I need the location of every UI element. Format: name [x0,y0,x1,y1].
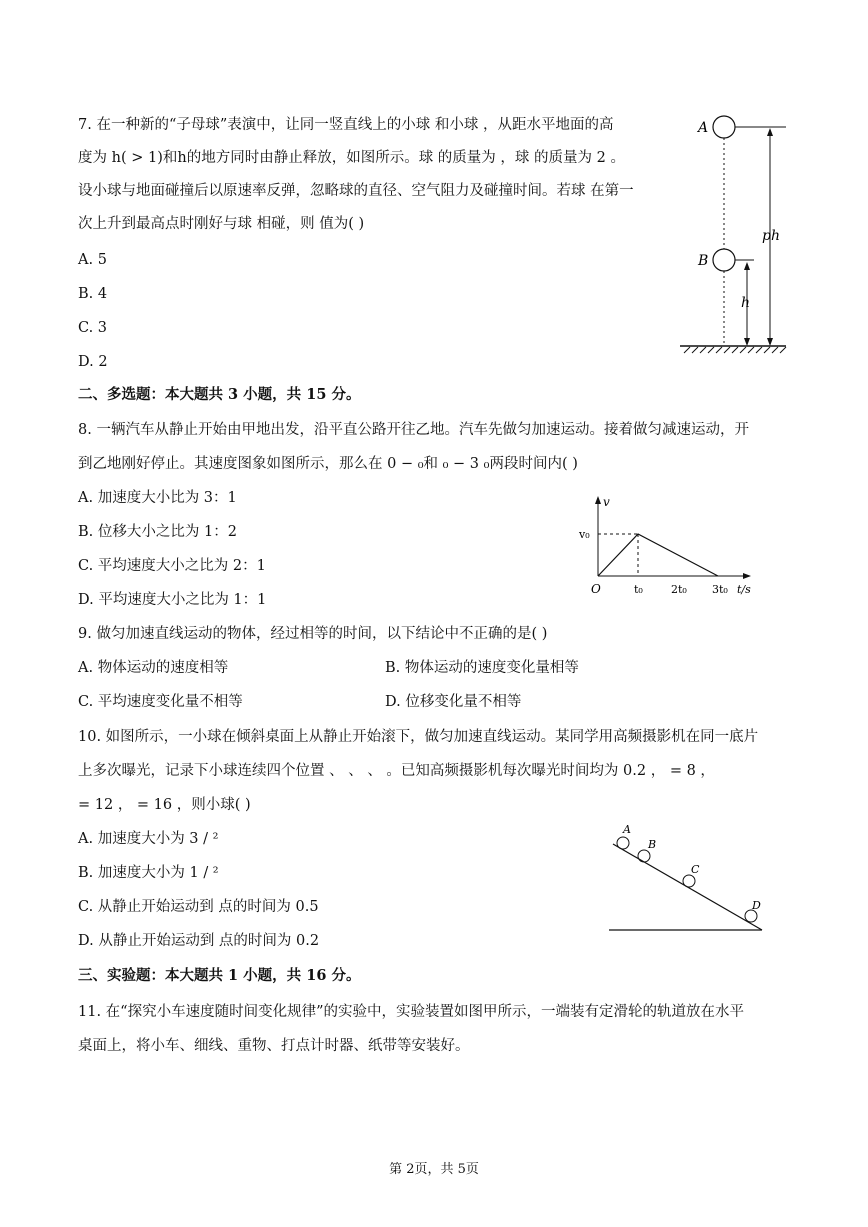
q10-text-line2: 上多次曝光，记录下小球连续四个位置 、 、 、 。已知高频摄影机每次曝光时间均为 0.2 ， = 8 ， [78,763,715,779]
ball-position-b [638,850,650,862]
q7-option-c: C. 3 [78,320,108,336]
q11-text-line2: 桌面上，将小车、细线、重物、打点计时器、纸带等安装好。 [78,1038,470,1054]
q8-option-b: B. 位移大小之比为 1：2 [78,524,237,540]
v-axis-label: v [603,495,610,509]
q8-velocity-graph [575,492,760,604]
q8-option-d: D. 平均速度大小之比为 1：1 [78,592,267,608]
q10-incline-figure [605,818,770,936]
q10-option-d: D. 从静止开始运动到 点的时间为 0.2 [78,933,320,949]
q7-option-a: A. 5 [78,252,107,268]
q9-option-b: B. 物体运动的速度变化量相等 [385,660,579,676]
q10-option-c: C. 从静止开始运动到 点的时间为 0.5 [78,899,319,915]
q9-option-d: D. 位移变化量不相等 [385,694,522,710]
q8-text-line1: 8. 一辆汽车从静止开始由甲地出发，沿平直公路开往乙地。汽车先做匀加速运动。接着做匀减速运动，开 [78,422,749,438]
ball-a [713,116,735,138]
label-c: C [691,863,700,876]
q7-text-line1: 7. 在一种新的“子母球”表演中，让同一竖直线上的小球 和小球 ，从距水平地面的高 [78,117,614,133]
ball-b-label: B [698,253,709,269]
label-a: A [623,823,631,836]
page-footer: 第 2页，共 5页 [389,1162,479,1177]
q9-option-c: C. 平均速度变化量不相等 [78,694,243,710]
q8-option-a: A. 加速度大小比为 3：1 [78,490,237,506]
q7-text-line3: 设小球与地面碰撞后以原速率反弹，忽略球的直径、空气阻力及碰撞时间。若球 在第一 [78,183,634,199]
section-2-heading: 二、多选题：本大题共 3 小题，共 15 分。 [78,386,361,403]
ball-b [713,249,735,271]
section-3-heading: 三、实验题：本大题共 1 小题，共 16 分。 [78,967,361,984]
velocity-line [598,534,718,576]
ball-a-label: A [698,120,709,136]
t0-label: t₀ [634,583,643,596]
h-label: h [741,295,751,311]
q10-text-line3: = 12 ， = 16 ，则小球( ) [78,797,251,813]
q10-text-line1: 10. 如图所示，一小球在倾斜桌面上从静止开始滚下，做匀加速直线运动。某同学用高频摄影机在同一底片 [78,729,759,745]
q8-option-c: C. 平均速度大小之比为 2：1 [78,558,266,574]
ph-label: ph [762,228,780,244]
2t0-label: 2t₀ [671,583,687,596]
q9-text-line1: 9. 做匀加速直线运动的物体，经过相等的时间，以下结论中不正确的是( ) [78,626,548,642]
q7-option-b: B. 4 [78,286,108,302]
q11-text-line1: 11. 在“探究小车速度随时间变化规律”的实验中，实验装置如图甲所示，一端装有定滑轮的轨道放在水平 [78,1004,744,1020]
t-axis-label: t/s [737,583,751,596]
q7-text-line2: 度为 h( > 1)和h的地方同时由静止释放，如图所示。球 的质量为 ，球 的质量为 2 。 [78,150,625,166]
ball-position-c [683,875,695,887]
ground-hatching [684,347,786,353]
q8-text-line2: 到乙地刚好停止。其速度图象如图所示，那么在 0 − ₀和 ₀ − 3 ₀两段时间内( ) [78,456,578,472]
q10-option-b: B. 加速度大小为 1 / ² [78,865,219,881]
q7-option-d: D. 2 [78,354,108,370]
origin-label: O [591,582,601,596]
q7-figure [680,108,790,358]
label-d: D [752,899,761,912]
v0-label: v₀ [579,528,590,541]
3t0-label: 3t₀ [712,583,728,596]
label-b: B [648,838,657,851]
ball-position-a [617,837,629,849]
q7-text-line4: 次上升到最高点时刚好与球 相碰，则 值为( ) [78,216,365,232]
q9-option-a: A. 物体运动的速度相等 [78,660,229,676]
q10-option-a: A. 加速度大小为 3 / ² [78,831,219,847]
